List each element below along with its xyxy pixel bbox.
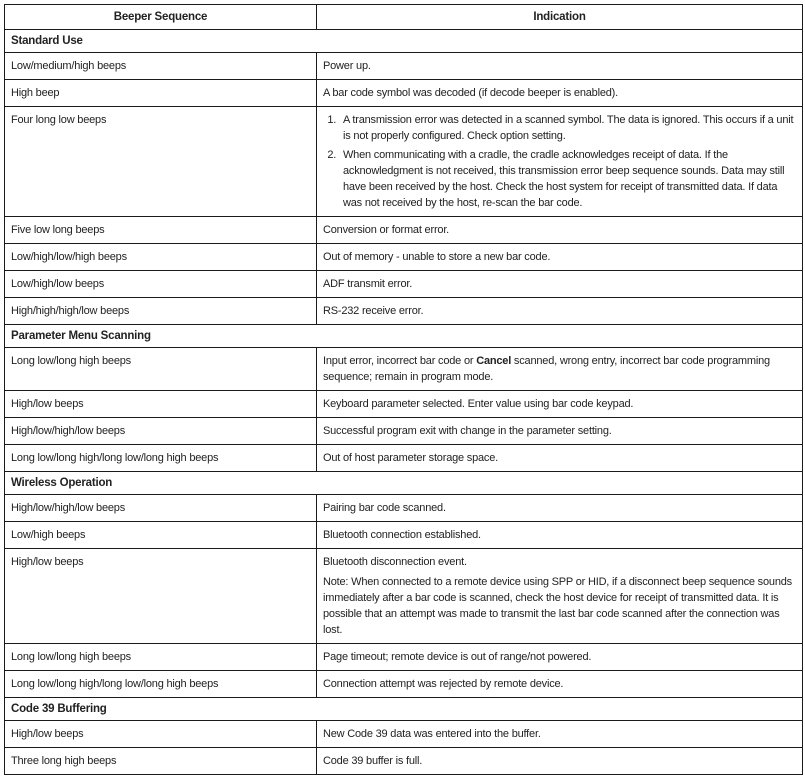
beeper-sequence-cell: High/low beeps <box>5 391 317 418</box>
indication-cell: Pairing bar code scanned. <box>317 495 803 522</box>
table-row <box>5 748 803 775</box>
indication-cell: Connection attempt was rejected by remote device. <box>317 671 803 698</box>
beeper-sequence-cell: High/low beeps <box>5 721 317 748</box>
section-title: Standard Use <box>5 30 803 53</box>
beeper-sequence-cell: High beep <box>5 80 317 107</box>
indication-cell: Page timeout; remote device is out of range/not powered. <box>317 644 803 671</box>
section-row <box>5 698 803 721</box>
header-indication: Indication <box>317 5 803 30</box>
beeper-sequence-cell: Low/medium/high beeps <box>5 53 317 80</box>
table-row <box>5 445 803 472</box>
beeper-definitions-table <box>4 4 803 775</box>
beeper-sequence-cell: High/low/high/low beeps <box>5 418 317 445</box>
table-row <box>5 298 803 325</box>
indication-cell: A bar code symbol was decoded (if decode beeper is enabled). <box>317 80 803 107</box>
section-title: Code 39 Buffering <box>5 698 803 721</box>
table-row <box>5 107 803 217</box>
table-row <box>5 80 803 107</box>
beeper-sequence-cell: Five low long beeps <box>5 217 317 244</box>
indication-cell: Bluetooth connection established. <box>317 522 803 549</box>
table-row <box>5 721 803 748</box>
table-row <box>5 418 803 445</box>
indication-cell: New Code 39 data was entered into the buffer. <box>317 721 803 748</box>
indication-text: scanned, wrong entry, incorrect bar code programming sequence; remain in program mode. <box>323 355 770 383</box>
indication-text: Input error, incorrect bar code or <box>323 355 477 367</box>
indication-cell: Power up. <box>317 53 803 80</box>
indication-cell <box>317 107 803 217</box>
indication-list <box>323 112 796 211</box>
indication-list-item: 1. A transmission error was detected in a scanned symbol. The data is ignored. This occurs if a unit is not properly configured. Check option setting. <box>339 112 796 144</box>
section-row <box>5 472 803 495</box>
table-row <box>5 217 803 244</box>
beeper-sequence-cell: Low/high/low beeps <box>5 271 317 298</box>
indication-cell <box>317 348 803 391</box>
table-row <box>5 391 803 418</box>
table-row <box>5 644 803 671</box>
table-row <box>5 495 803 522</box>
beeper-sequence-cell: Long low/long high/long low/long high beeps <box>5 445 317 472</box>
section-row <box>5 30 803 53</box>
header-beeper-sequence: Beeper Sequence <box>5 5 317 30</box>
beeper-sequence-cell: Low/high beeps <box>5 522 317 549</box>
indication-cell: Out of memory - unable to store a new bar code. <box>317 244 803 271</box>
indication-cell: Conversion or format error. <box>317 217 803 244</box>
indication-cell <box>317 549 803 644</box>
table-header-row <box>5 5 803 30</box>
table-row <box>5 522 803 549</box>
table-row <box>5 671 803 698</box>
beeper-sequence-cell: Low/high/low/high beeps <box>5 244 317 271</box>
section-title: Wireless Operation <box>5 472 803 495</box>
indication-cell: ADF transmit error. <box>317 271 803 298</box>
section-title: Parameter Menu Scanning <box>5 325 803 348</box>
indication-text: Bluetooth disconnection event. <box>323 556 467 568</box>
indication-list-item: 2. When communicating with a cradle, the cradle acknowledges receipt of data. If the acknowledgment is not received, this transmission error beep sequence sounds. Data may still have been received by the host. Check the host system for receipt of transmitted data. If data was not received by the host, re-scan the bar code. <box>339 147 796 211</box>
beeper-sequence-cell: Four long low beeps <box>5 107 317 217</box>
indication-cell: Keyboard parameter selected. Enter value using bar code keypad. <box>317 391 803 418</box>
beeper-sequence-cell: Long low/long high beeps <box>5 348 317 391</box>
indication-cell: Code 39 buffer is full. <box>317 748 803 775</box>
table-row <box>5 244 803 271</box>
beeper-sequence-cell: Three long high beeps <box>5 748 317 775</box>
indication-cell: RS-232 receive error. <box>317 298 803 325</box>
beeper-sequence-cell: High/high/high/low beeps <box>5 298 317 325</box>
beeper-sequence-cell: High/low beeps <box>5 549 317 644</box>
table-row <box>5 348 803 391</box>
beeper-sequence-cell: Long low/long high beeps <box>5 644 317 671</box>
beeper-sequence-cell: High/low/high/low beeps <box>5 495 317 522</box>
table-row <box>5 271 803 298</box>
indication-note: Note: When connected to a remote device using SPP or HID, if a disconnect beep sequence sounds immediately after a bar code is scanned, check the host device for receipt of transmitted data. It is possible that an attempt was made to transmit the last bar code scanned after the connection was lost. <box>323 576 792 636</box>
section-row <box>5 325 803 348</box>
beeper-sequence-cell: Long low/long high/long low/long high beeps <box>5 671 317 698</box>
cancel-keyword: Cancel <box>476 355 512 367</box>
table-body <box>5 30 803 775</box>
table-row <box>5 549 803 644</box>
table-row <box>5 53 803 80</box>
indication-cell: Successful program exit with change in the parameter setting. <box>317 418 803 445</box>
indication-cell: Out of host parameter storage space. <box>317 445 803 472</box>
